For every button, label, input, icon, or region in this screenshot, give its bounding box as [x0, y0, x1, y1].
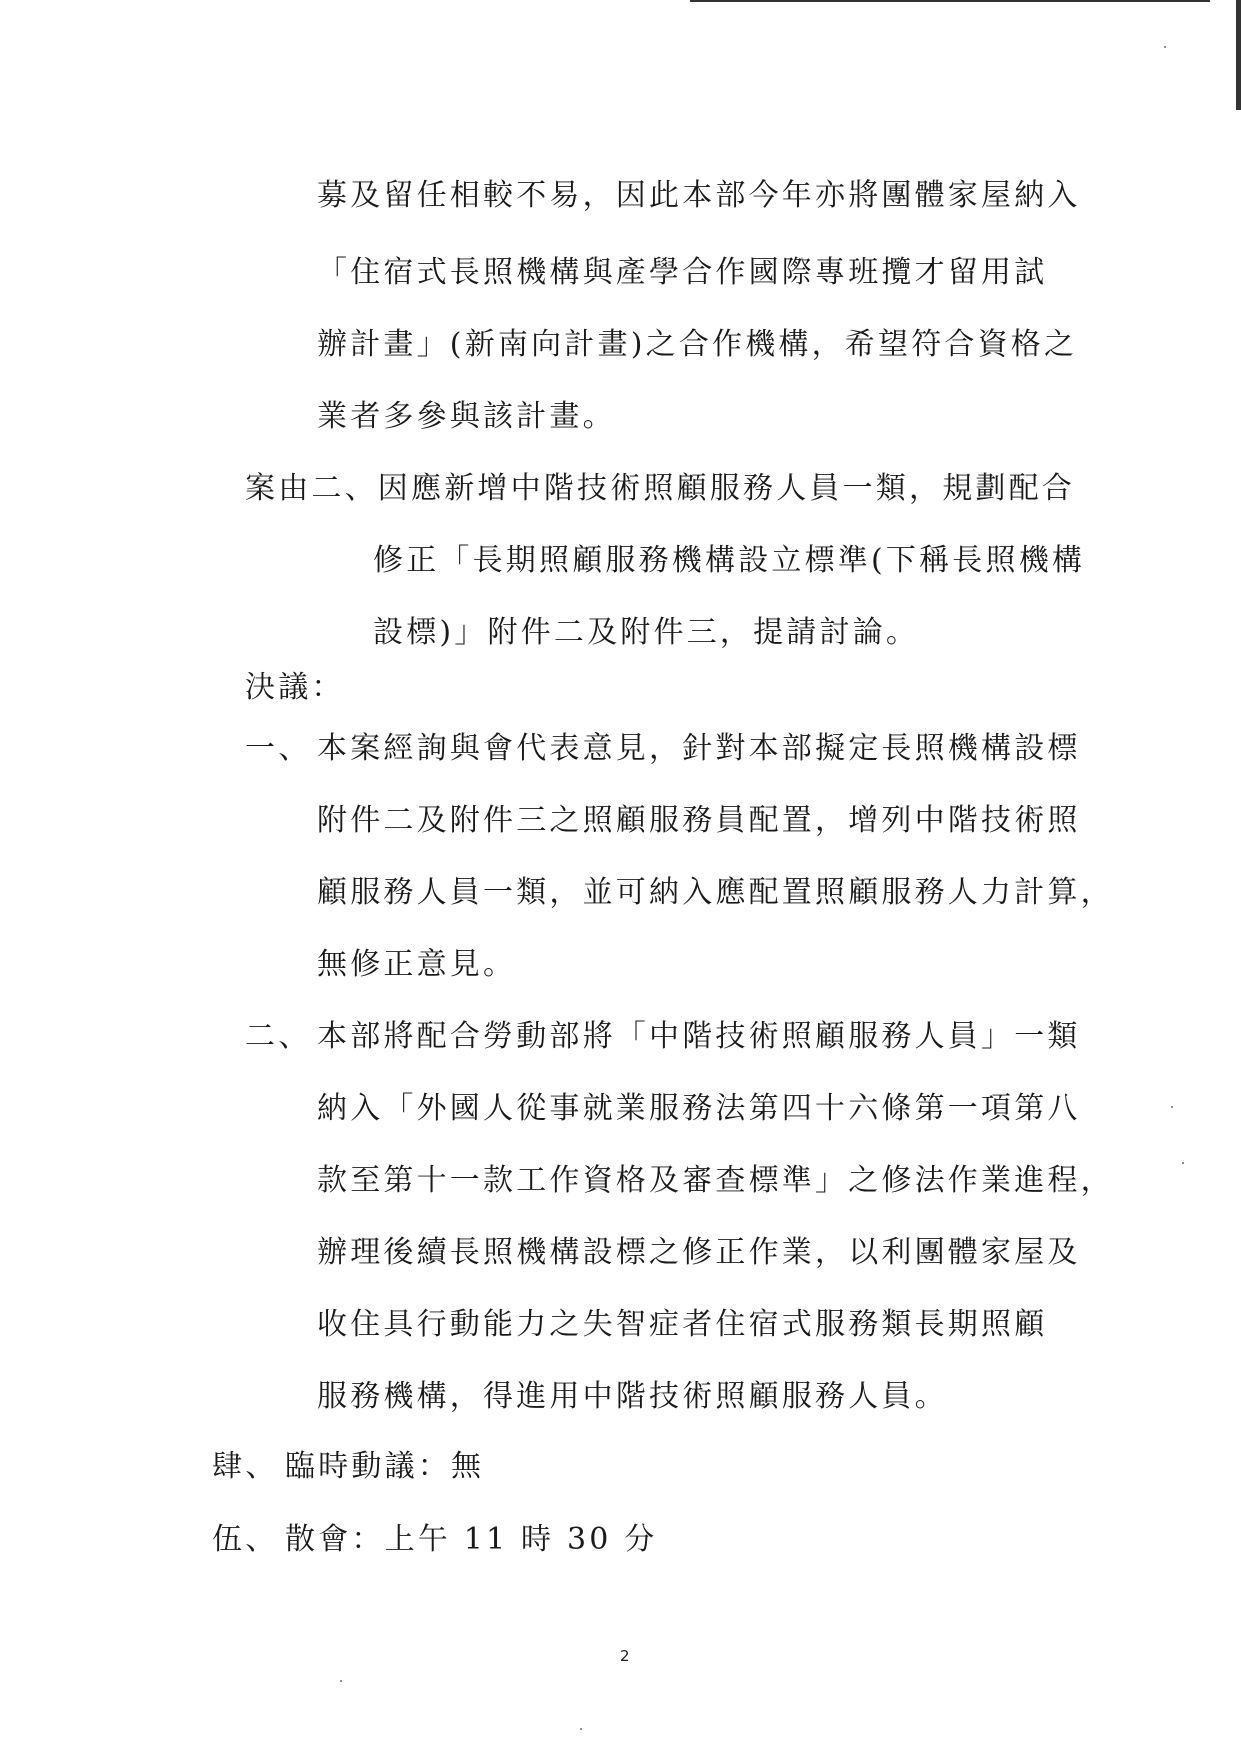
scan-edge-mark-top [690, 0, 1210, 2]
case-two-heading: 案由二、因應新增中階技術照顧服務人員一類，規劃配合 [245, 471, 1075, 506]
resolution-item-line: 款至第十一款工作資格及審查標準」之修法作業進程， [317, 1163, 1114, 1198]
resolution-item-marker: 一、 [245, 731, 312, 766]
section-four-text: 臨時動議：無 [285, 1449, 485, 1484]
paragraph-line: 「住宿式長照機構與產學合作國際專班攬才留用試 [317, 255, 1048, 290]
resolution-item-line: 無修正意見。 [317, 947, 517, 982]
resolution-item-line: 本部將配合勞動部將「中階技術照顧服務人員」一類 [317, 1019, 1081, 1054]
section-five-text: 散會：上午 11 時 30 分 [285, 1522, 658, 1557]
resolution-heading: 決議： [245, 670, 345, 705]
case-two-line: 修正「長期照顧服務機構設立標準(下稱長照機構 [373, 543, 1086, 578]
scan-speck [1182, 1162, 1184, 1164]
section-four-marker: 肆、 [212, 1449, 279, 1484]
resolution-item-line: 收住具行動能力之失智症者住宿式服務類長期照顧 [317, 1307, 1048, 1342]
page-number: 2 [620, 1647, 630, 1665]
resolution-item-line: 辦理後續長照機構設標之修正作業，以利團體家屋及 [317, 1235, 1081, 1270]
scan-speck [1164, 46, 1166, 48]
case-two-line: 設標)」附件二及附件三，提請討論。 [373, 615, 920, 650]
paragraph-line: 辦計畫」(新南向計畫)之合作機構，希望符合資格之 [317, 327, 1078, 362]
resolution-item-line: 服務機構，得進用中階技術照顧服務人員。 [317, 1379, 948, 1414]
paragraph-line: 募及留任相較不易，因此本部今年亦將團體家屋納入 [317, 178, 1081, 213]
scan-edge-mark-right [1236, 0, 1241, 110]
resolution-item-line: 附件二及附件三之照顧服務員配置，增列中階技術照 [317, 803, 1081, 838]
paragraph-line: 業者多參與該計畫。 [317, 399, 616, 434]
section-five-marker: 伍、 [212, 1522, 279, 1557]
resolution-item-line: 顧服務人員一類，並可納入應配置照顧服務人力計算， [317, 875, 1114, 910]
scan-speck [1171, 1106, 1173, 1108]
scan-speck [340, 1680, 342, 1682]
scan-speck [580, 1728, 582, 1730]
resolution-item-marker: 二、 [245, 1019, 312, 1054]
resolution-item-line: 本案經詢與會代表意見，針對本部擬定長照機構設標 [317, 731, 1081, 766]
resolution-item-line: 納入「外國人從事就業服務法第四十六條第一項第八 [317, 1091, 1081, 1126]
